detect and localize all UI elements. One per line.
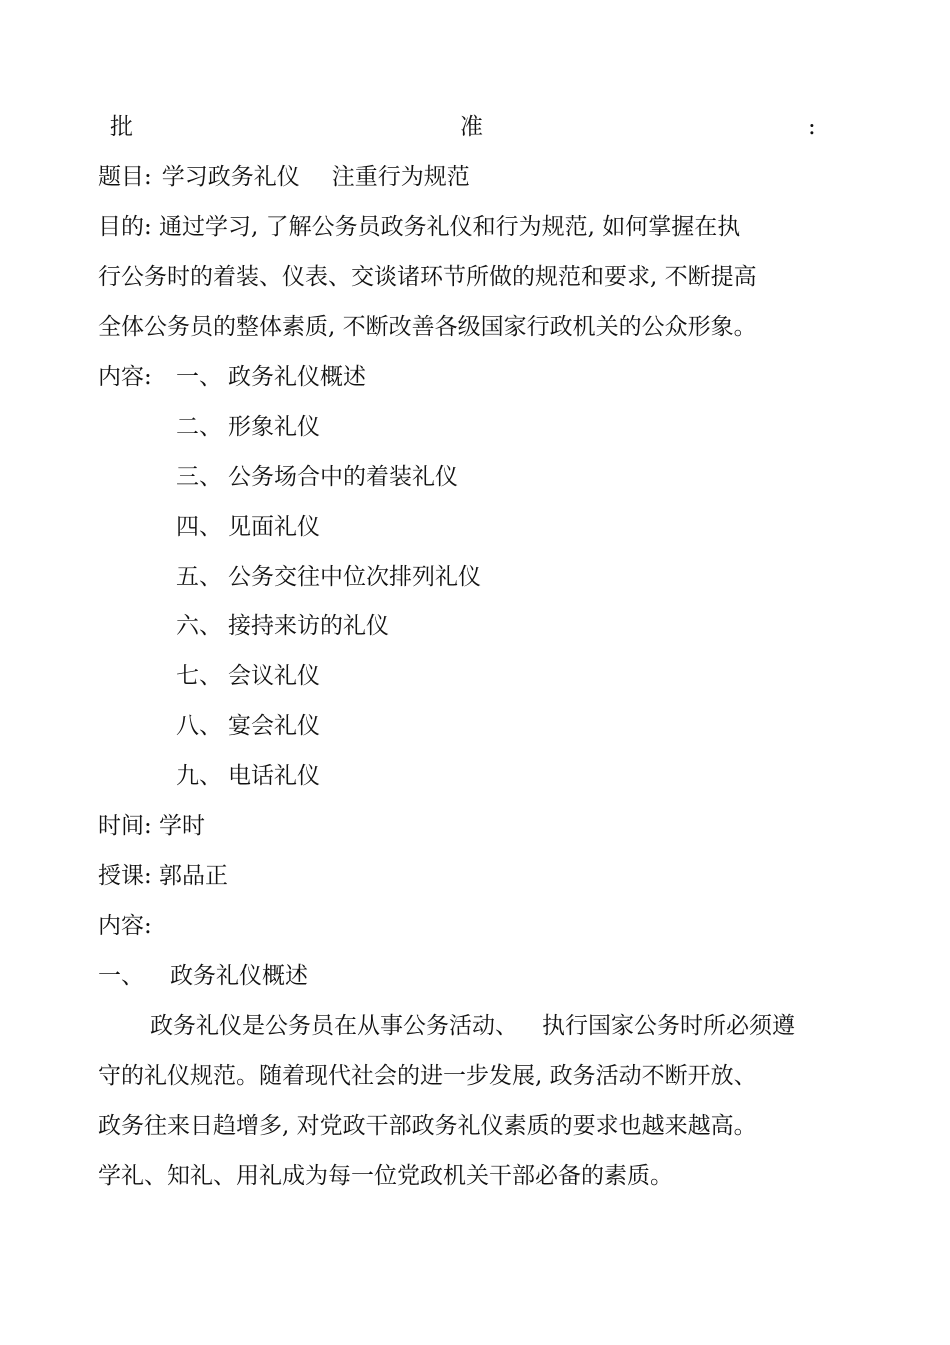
contents-item	[176, 412, 320, 442]
paragraph-line-1b: 执行国家公务时所必须遵	[542, 1013, 795, 1039]
content-heading: 内容:	[98, 913, 152, 939]
contents-item	[176, 611, 389, 641]
section-number: 一、	[98, 963, 144, 989]
contents-label: 内容:	[98, 364, 152, 390]
contents-item	[176, 761, 320, 791]
approval-char-1: 批	[110, 114, 133, 140]
approval-colon: :	[808, 114, 816, 140]
contents-item	[176, 462, 458, 492]
contents-item-num: 六、	[176, 613, 222, 639]
contents-item-num: 一、	[176, 364, 222, 390]
paragraph-line-2: 守的礼仪规范。随着现代社会的进一步发展, 政务活动不断开放、	[98, 1063, 757, 1089]
purpose-line-1: 目的: 通过学习, 了解公务员政务礼仪和行为规范, 如何掌握在执	[98, 214, 741, 240]
contents-item-text: 宴会礼仪	[228, 713, 320, 739]
time-line: 时间: 学时	[98, 813, 206, 839]
contents-item-text: 公务交往中位次排列礼仪	[228, 564, 481, 590]
contents-item-text: 接持来访的礼仪	[228, 613, 389, 639]
contents-item-num: 四、	[176, 514, 222, 540]
contents-item	[176, 661, 320, 691]
contents-item-num: 三、	[176, 464, 222, 490]
contents-item-num: 九、	[176, 763, 222, 789]
approval-line	[110, 112, 822, 142]
contents-item-text: 电话礼仪	[228, 763, 320, 789]
contents-item-num: 八、	[176, 713, 222, 739]
paragraph-line-4: 学礼、知礼、用礼成为每一位党政机关干部必备的素质。	[98, 1163, 673, 1189]
paragraph-line-1	[150, 1011, 795, 1041]
lecturer-line: 授课: 郭品正	[98, 863, 229, 889]
topic-line	[98, 162, 470, 192]
purpose-line-3: 全体公务员的整体素质, 不断改善各级国家行政机关的公众形象。	[98, 314, 757, 340]
topic-label: 题目:	[98, 164, 152, 190]
purpose-line-2: 行公务时的着装、仪表、交谈诸环节所做的规范和要求, 不断提高	[98, 264, 757, 290]
contents-item	[176, 562, 481, 592]
contents-item	[176, 711, 320, 741]
contents-item-text: 见面礼仪	[228, 514, 320, 540]
contents-item-text: 政务礼仪概述	[228, 364, 366, 390]
contents-item-num: 五、	[176, 564, 222, 590]
contents-item	[176, 362, 366, 392]
topic-part1: 学习政务礼仪	[161, 164, 300, 190]
topic-part2: 注重行为规范	[331, 164, 470, 190]
contents-item-text: 会议礼仪	[228, 663, 320, 689]
section-title: 政务礼仪概述	[170, 963, 308, 989]
contents-item-text: 公务场合中的着装礼仪	[228, 464, 458, 490]
paragraph-line-1a: 政务礼仪是公务员在从事公务活动、	[150, 1013, 518, 1039]
contents-item	[176, 512, 320, 542]
contents-item-num: 二、	[176, 414, 222, 440]
approval-char-2: 准	[460, 114, 483, 140]
paragraph-line-3: 政务往来日趋增多, 对党政干部政务礼仪素质的要求也越来越高。	[98, 1113, 757, 1139]
section-heading	[98, 961, 308, 991]
contents-item-text: 形象礼仪	[228, 414, 320, 440]
contents-item-num: 七、	[176, 663, 222, 689]
